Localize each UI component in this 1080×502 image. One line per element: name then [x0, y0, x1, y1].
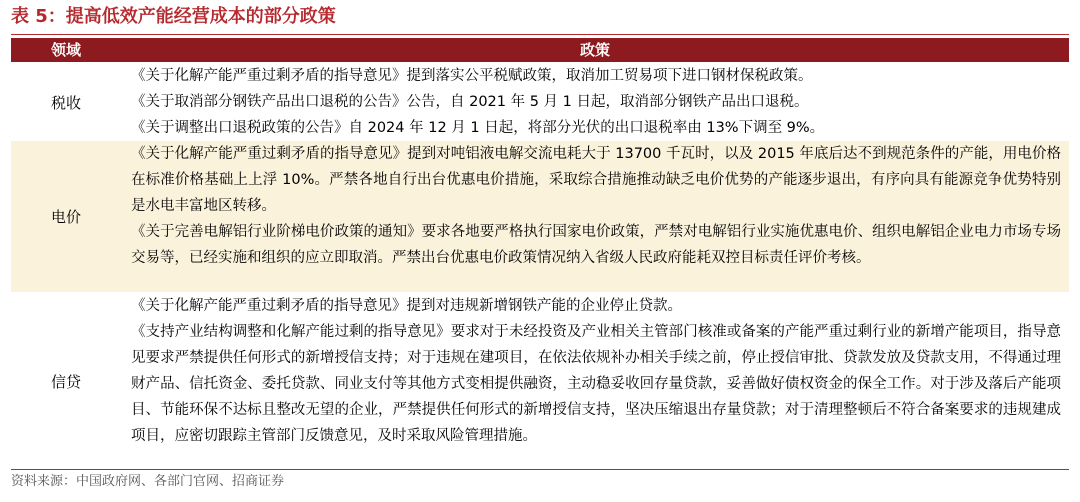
policy-item: 《关于完善电解铝行业阶梯电价政策的通知》要求各地要严格执行国家电价政策，严禁对电解铝行业实施优惠电价、组织电解铝企业电力市场专场交易等，已经实施和组织的应立即取消。严禁出台优惠电价政策情况纳入省级人民政府能耗双控目标责任评价考核。: [131, 224, 1061, 266]
policy-item: 《关于调整出口退税政策的公告》自 2024 年 12 月 1 日起，将部分光伏的出口退税率由 13%下调至 9%。: [131, 120, 825, 136]
header-policy: 政策: [579, 41, 610, 59]
table-title: 表 5：提高低效产能经营成本的部分政策: [11, 6, 336, 27]
row-domain-tax: 税收: [50, 93, 81, 112]
header-domain: 领域: [50, 41, 81, 59]
row-domain-electricity: 电价: [50, 208, 81, 226]
policy-item: 《关于化解产能严重过剩矛盾的指导意见》提到对吨铝液电解交流电耗大于 13700 千瓦时，以及 2015 年底后达不到规范条件的产能，用电价格在标准价格基础上上浮 10%。严禁各地自行出台优惠电价措施，采取综合措施推动缺乏电价优势的产能逐步退出，有序向具有能源竞争优势特别是水电丰富地区转移。: [131, 146, 1061, 214]
row-policies-credit: [131, 293, 1061, 449]
policy-item: 《关于取消部分钢铁产品出口退税的公告》公告，自 2021 年 5 月 1 日起，取消部分钢铁产品出口退税。: [131, 94, 809, 110]
row-policies-electricity: [131, 141, 1061, 271]
source-note: 资料来源：中国政府网、各部门官网、招商证券: [11, 474, 285, 489]
table-row-credit: [11, 293, 1069, 469]
table-row-electricity: [11, 141, 1069, 292]
table-bottom-rule: [11, 469, 1069, 470]
title-divider: [11, 34, 1069, 35]
policy-item: 《关于化解产能严重过剩矛盾的指导意见》提到对违规新增钢铁产能的企业停止贷款。: [131, 298, 682, 314]
table-header: [11, 38, 1069, 62]
table-row-tax: [11, 63, 1069, 141]
policy-item: 《关于化解产能严重过剩矛盾的指导意见》提到落实公平税赋政策，取消加工贸易项下进口钢材保税政策。: [131, 68, 813, 84]
policy-item: 《支持产业结构调整和化解产能过剩的指导意见》要求对于未经投资及产业相关主管部门核准或备案的产能严重过剩行业的新增产能项目，指导意见要求严禁提供任何形式的新增授信支持；对于违规在建项目，在依法依规补办相关手续之前，停止授信审批、贷款发放及贷款支用，不得通过理财产品、信托资金、委托贷款、同业支付等其他方式变相提供融资，主动稳妥收回存量贷款，妥善做好债权资金的保全工作。对于涉及落后产能项目、节能环保不达标且整改无望的企业，严禁提供任何形式的新增授信支持，坚决压缩退出存量贷款；对于清理整顿后不符合备案要求的违规建成项目，应密切跟踪主管部门反馈意见，及时采取风险管理措施。: [131, 324, 1061, 444]
row-domain-credit: 信贷: [50, 372, 81, 391]
row-policies-tax: [131, 63, 1061, 141]
